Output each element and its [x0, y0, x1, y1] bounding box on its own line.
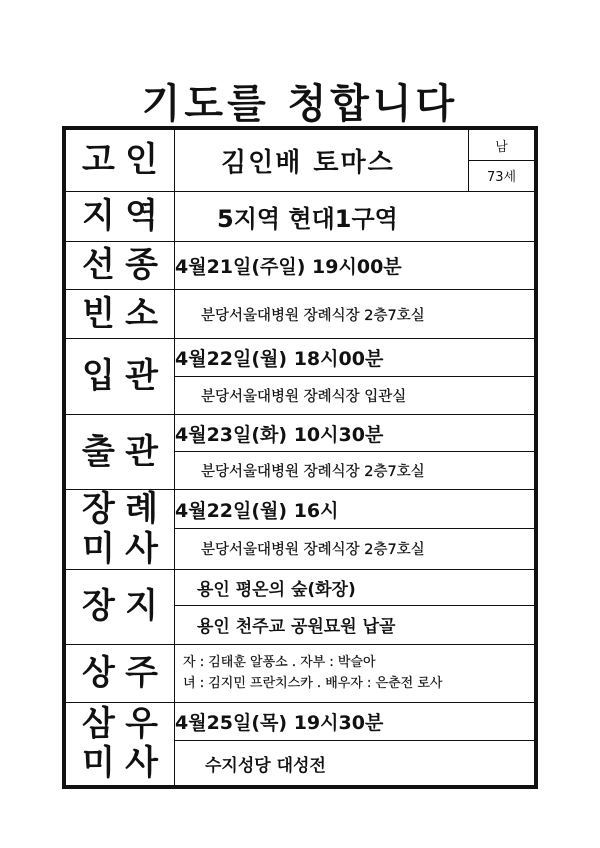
label-deceased: 고 인 [66, 130, 175, 192]
burial-line1: 용인 평온의 숲(화장) [175, 570, 535, 606]
label-burial: 장 지 [66, 570, 175, 645]
chief-mourners-list [175, 644, 535, 703]
departure-time: 4월23일(화) 10시30분 [175, 415, 535, 451]
deceased-name: 김인배 토마스 [175, 130, 469, 192]
obituary-table [65, 129, 535, 786]
funeral-mass-place: 분당서울대병원 장례식장 2층7호실 [175, 528, 535, 569]
chief-mourners-line2: 녀 : 김지민 프란치스카 . 배우자 : 은춘전 로사 [183, 676, 443, 692]
label-third-day-mass: 삼 우 미 사 [66, 703, 175, 786]
mortuary-place: 분당서울대병원 장례식장 2층7호실 [175, 290, 535, 338]
funeral-mass-time: 4월22일(월) 16시 [175, 490, 535, 529]
page-title: 기도를 청합니다 [141, 81, 459, 127]
third-day-mass-time: 4월25일(목) 19시30분 [175, 703, 535, 741]
chief-mourners-line1: 자 : 김태훈 알퐁소 . 자부 : 박슬아 [183, 654, 376, 670]
deceased-gender: 남 [469, 130, 535, 161]
label-district: 지 역 [66, 191, 175, 241]
encoffining-time: 4월22일(월) 18시00분 [175, 338, 535, 376]
death-datetime: 4월21일(주일) 19시00분 [175, 241, 535, 289]
label-encoffining: 입 관 [66, 338, 175, 415]
encoffining-place: 분당서울대병원 장례식장 입관실 [175, 377, 535, 415]
obituary-table-frame [62, 126, 538, 789]
label-funeral-mass: 장 례 미 사 [66, 490, 175, 570]
district-value: 5지역 현대1구역 [175, 191, 535, 241]
label-mortuary: 빈 소 [66, 290, 175, 338]
departure-place: 분당서울대병원 장례식장 2층7호실 [175, 451, 535, 489]
label-death: 선 종 [66, 241, 175, 289]
third-day-mass-place: 수지성당 대성전 [175, 741, 535, 786]
label-chief-mourners: 상 주 [66, 644, 175, 703]
burial-line2: 용인 천주교 공원묘원 납골 [175, 606, 535, 644]
label-departure: 출 관 [66, 415, 175, 490]
deceased-age: 73세 [469, 161, 535, 191]
